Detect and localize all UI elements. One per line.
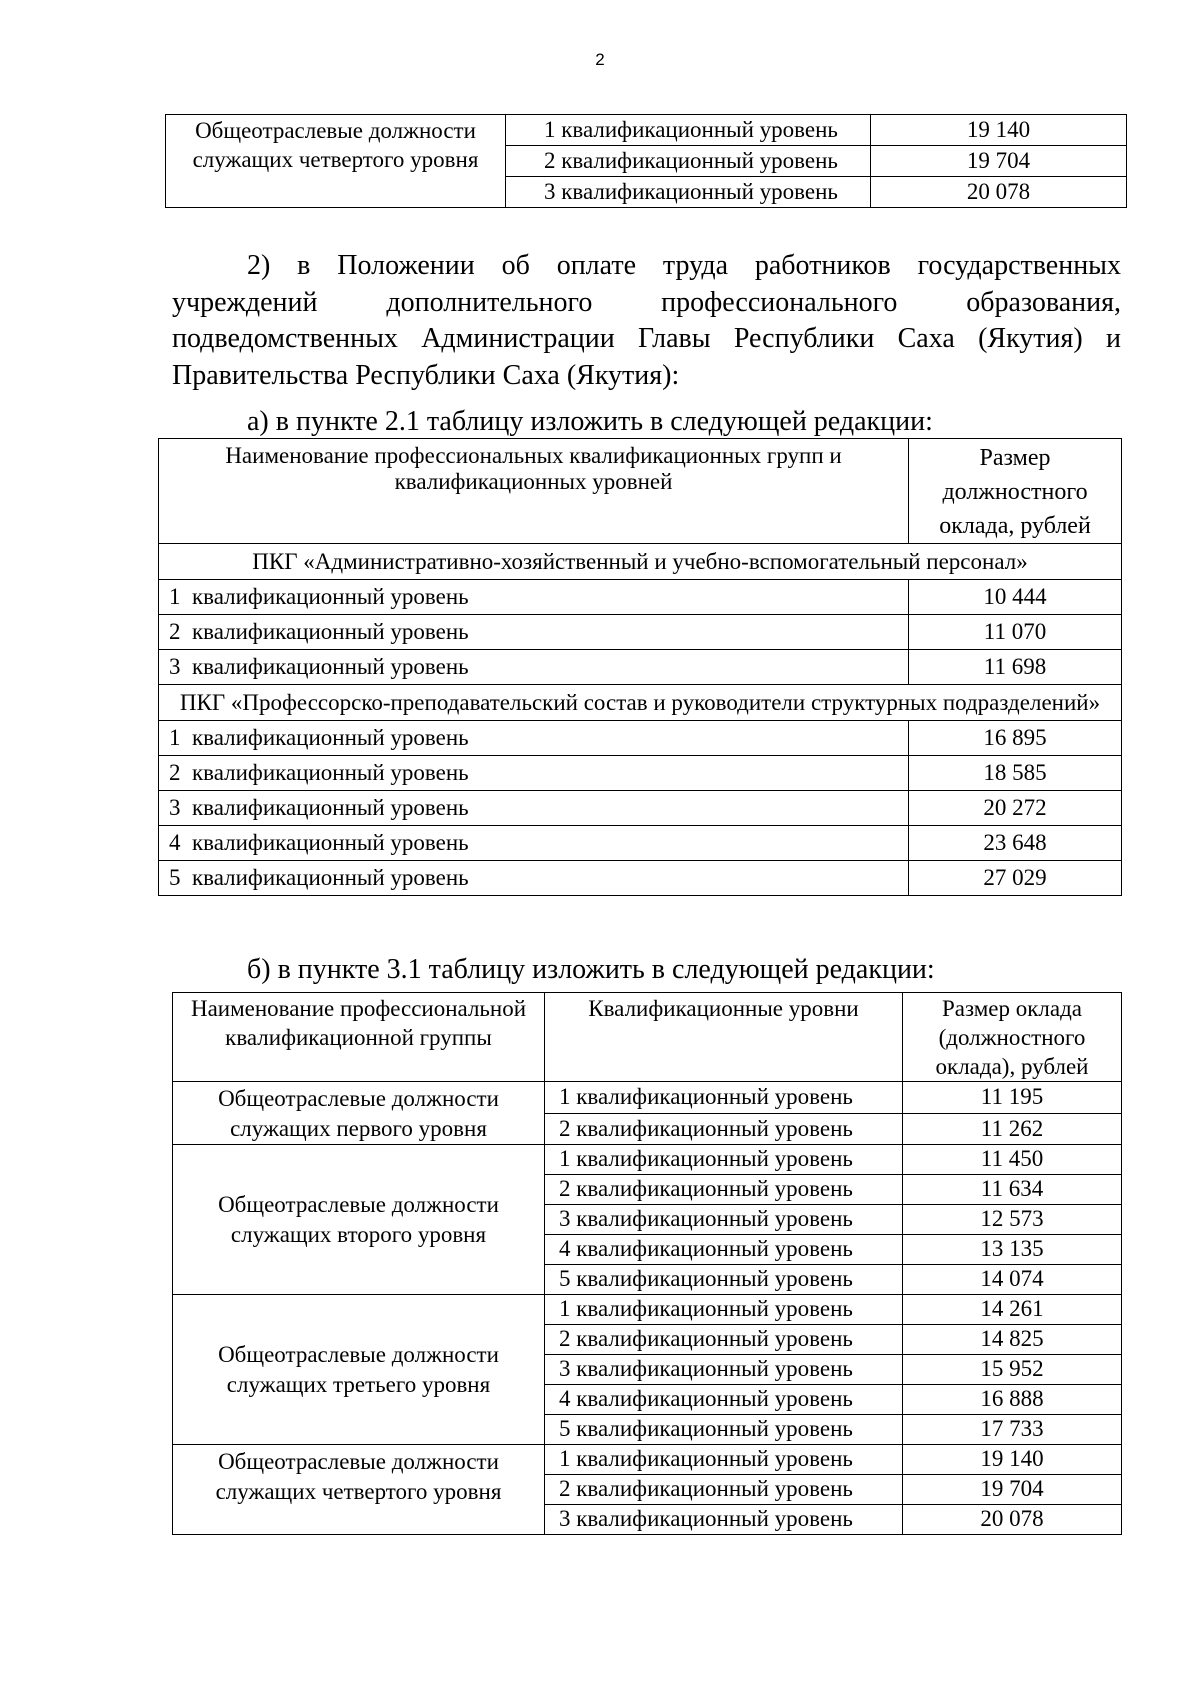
salary-cell: 11 262 — [903, 1113, 1122, 1145]
level-cell: 5 квалификационный уровень — [159, 861, 909, 896]
level-cell: 2 квалификационный уровень — [506, 146, 871, 177]
level-cell: 4 квалификационный уровень — [545, 1235, 903, 1265]
group-title-cell: ПКГ «Профессорско-преподавательский состав и руководители структурных подразделений» — [159, 685, 1122, 721]
table-row — [159, 615, 1122, 650]
group-name-cell: Общеотраслевые должности служащих четвертого уровня — [173, 1445, 545, 1535]
table-row — [159, 861, 1122, 896]
salary-cell: 14 261 — [903, 1295, 1122, 1325]
salary-cell: 20 272 — [909, 791, 1122, 826]
level-cell: 3 квалификационный уровень — [159, 791, 909, 826]
level-cell: 4 квалификационный уровень — [545, 1385, 903, 1415]
header-levels-cell: Квалификационные уровни — [545, 993, 903, 1082]
table-row — [173, 1082, 1122, 1114]
level-cell: 1 квалификационный уровень — [545, 1445, 903, 1475]
group-name-cell: Общеотраслевые должности служащих первого уровня — [173, 1082, 545, 1145]
level-cell: 3 квалификационный уровень — [545, 1355, 903, 1385]
level-cell: 2 квалификационный уровень — [545, 1113, 903, 1145]
level-cell: 2 квалификационный уровень — [545, 1175, 903, 1205]
header-name-cell: Наименование профессиональных квалификационных групп и квалификационных уровней — [159, 439, 909, 544]
salary-cell: 10 444 — [909, 580, 1122, 615]
table-row — [159, 791, 1122, 826]
table-row — [173, 1295, 1122, 1325]
group-name-cell: Общеотраслевые должности служащих третьего уровня — [173, 1295, 545, 1445]
table-row — [159, 650, 1122, 685]
table-row — [166, 115, 1127, 146]
salary-cell: 11 450 — [903, 1145, 1122, 1175]
salary-table-continuation — [165, 114, 1127, 208]
table-header-row — [159, 439, 1122, 544]
salary-cell: 14 074 — [903, 1265, 1122, 1295]
level-cell: 4 квалификационный уровень — [159, 826, 909, 861]
salary-cell: 20 078 — [903, 1505, 1122, 1535]
salary-cell: 19 140 — [871, 115, 1127, 146]
salary-cell: 15 952 — [903, 1355, 1122, 1385]
salary-cell: 19 704 — [903, 1475, 1122, 1505]
salary-cell: 13 135 — [903, 1235, 1122, 1265]
level-cell: 2 квалификационный уровень — [545, 1325, 903, 1355]
header-size-cell: Размер должностного оклада, рублей — [909, 439, 1122, 544]
table-row — [159, 721, 1122, 756]
table-row — [159, 580, 1122, 615]
salary-cell: 11 195 — [903, 1082, 1122, 1114]
header-size-cell: Размер оклада (должностного оклада), рублей — [903, 993, 1122, 1082]
salary-cell: 11 634 — [903, 1175, 1122, 1205]
salary-cell: 16 888 — [903, 1385, 1122, 1415]
salary-cell: 14 825 — [903, 1325, 1122, 1355]
level-cell: 3 квалификационный уровень — [545, 1205, 903, 1235]
salary-cell: 20 078 — [871, 177, 1127, 208]
salary-table-a — [158, 438, 1122, 896]
salary-cell: 12 573 — [903, 1205, 1122, 1235]
salary-cell: 19 140 — [903, 1445, 1122, 1475]
table-row — [173, 1445, 1122, 1475]
group-title-row — [159, 544, 1122, 580]
level-cell: 1 квалификационный уровень — [159, 580, 909, 615]
salary-cell: 18 585 — [909, 756, 1122, 791]
salary-cell: 27 029 — [909, 861, 1122, 896]
level-cell: 5 квалификационный уровень — [545, 1265, 903, 1295]
table-row — [173, 1145, 1122, 1175]
level-cell: 3 квалификационный уровень — [506, 177, 871, 208]
level-cell: 2 квалификационный уровень — [159, 756, 909, 791]
table-header-row — [173, 993, 1122, 1082]
group-title-cell: ПКГ «Административно-хозяйственный и учебно-вспомогательный персонал» — [159, 544, 1122, 580]
salary-cell: 16 895 — [909, 721, 1122, 756]
level-cell: 3 квалификационный уровень — [545, 1505, 903, 1535]
table-row — [159, 756, 1122, 791]
table-row — [159, 826, 1122, 861]
salary-cell: 17 733 — [903, 1415, 1122, 1445]
level-cell: 1 квалификационный уровень — [506, 115, 871, 146]
group-title-row — [159, 685, 1122, 721]
salary-cell: 11 070 — [909, 615, 1122, 650]
salary-cell: 19 704 — [871, 146, 1127, 177]
salary-cell: 11 698 — [909, 650, 1122, 685]
level-cell: 1 квалификационный уровень — [545, 1082, 903, 1114]
level-cell: 3 квалификационный уровень — [159, 650, 909, 685]
salary-table-b — [172, 992, 1122, 1535]
page-number: 2 — [595, 50, 605, 69]
level-cell: 1 квалификационный уровень — [545, 1145, 903, 1175]
level-cell: 2 квалификационный уровень — [159, 615, 909, 650]
header-group-cell: Наименование профессиональной квалификационной группы — [173, 993, 545, 1082]
level-cell: 1 квалификационный уровень — [159, 721, 909, 756]
group-name-cell: Общеотраслевые должности служащих второго уровня — [173, 1145, 545, 1295]
group-name-cell: Общеотраслевые должности служащих четвертого уровня — [166, 115, 506, 208]
paragraph-2: 2) в Положении об оплате труда работников государственных учреждений дополнительного профессионального образования, подведомственных Администрации Главы Республики Саха (Якутия) и Правительства Республики Саха (Якутия): — [172, 250, 1121, 391]
subpoint-a: а) в пункте 2.1 таблицу изложить в следующей редакции: — [247, 406, 933, 437]
level-cell: 5 квалификационный уровень — [545, 1415, 903, 1445]
level-cell: 1 квалификационный уровень — [545, 1295, 903, 1325]
level-cell: 2 квалификационный уровень — [545, 1475, 903, 1505]
subpoint-b: б) в пункте 3.1 таблицу изложить в следующей редакции: — [247, 954, 935, 985]
salary-cell: 23 648 — [909, 826, 1122, 861]
